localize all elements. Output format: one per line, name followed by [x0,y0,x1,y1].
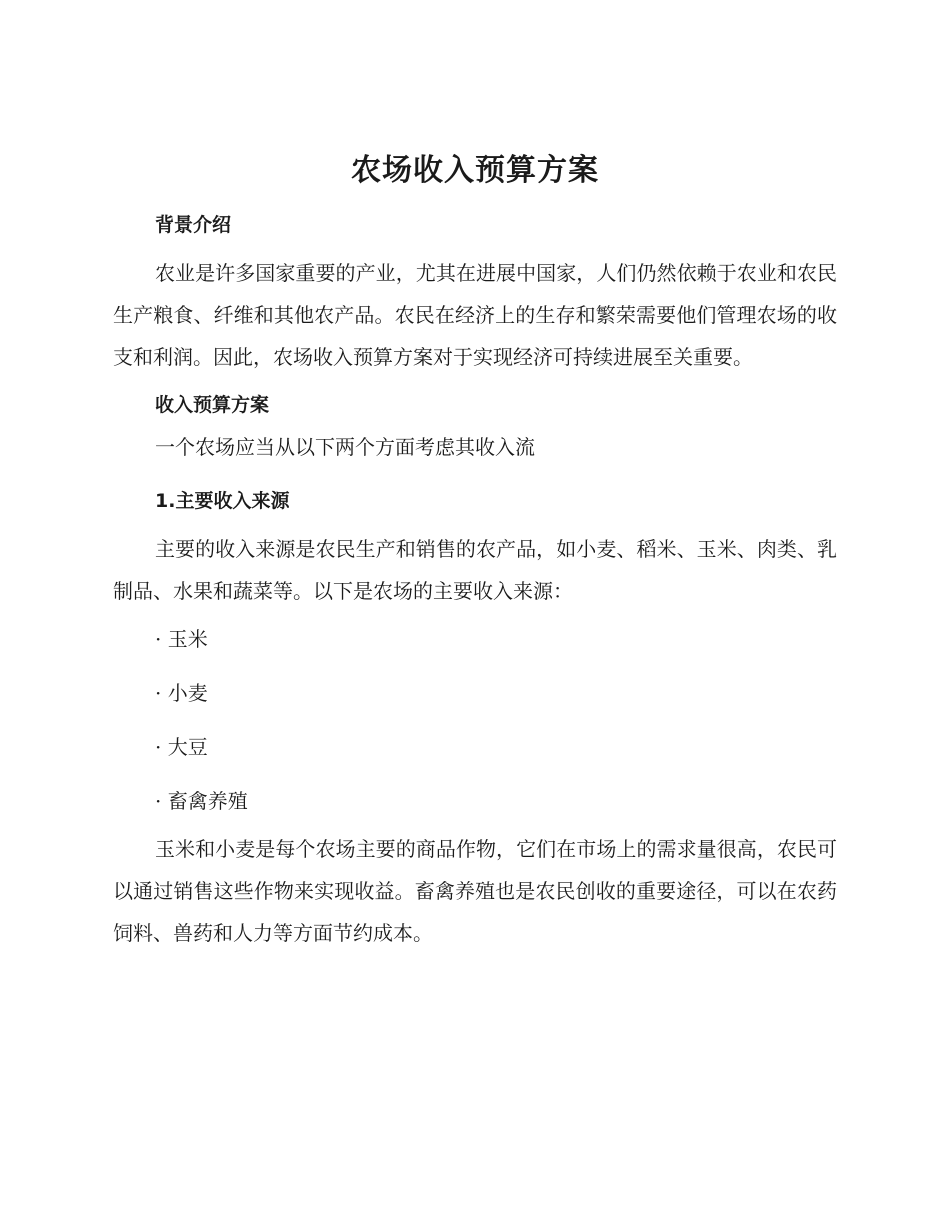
spacer [113,612,837,624]
spacer [113,762,837,786]
section-heading-main-source: 1.主要收入来源 [155,490,290,512]
main-source-paragraph: 主要的收入来源是农民生产和销售的农产品，如小麦、稻米、玉米、肉类、乳制品、水果和蔬菜等。以下是农场的主要收入来源： [113,537,837,603]
spacer [113,240,837,252]
closing-paragraph: 玉米和小麦是每个农场主要的商品作物，它们在市场上的需求量很高，农民可以通过销售这些作物来实现收益。畜禽养殖也是农民创收的重要途径，可以在农药饲料、兽药和人力等方面节约成本。 [113,837,837,945]
spacer [113,420,837,432]
list-item: · 玉米 [155,627,208,651]
section-heading-budget: 收入预算方案 [155,394,270,416]
budget-intro: 一个农场应当从以下两个方面考虑其收入流 [155,435,535,459]
spacer [113,816,837,828]
list-item: · 小麦 [155,681,208,705]
page-title: 农场收入预算方案 [351,153,599,188]
spacer [113,654,837,678]
background-paragraph: 农业是许多国家重要的产业，尤其在进展中国家，人们仍然依赖于农业和农民生产粮食、纤维和其他农产品。农民在经济上的生存和繁荣需要他们管理农场的收支和利润。因此，农场收入预算方案对于实现经济可持续进展至关重要。 [113,261,837,369]
section-heading-background: 背景介绍 [155,214,232,236]
spacer [113,462,837,486]
list-item: · 大豆 [155,735,208,759]
spacer [113,708,837,732]
spacer [113,378,837,390]
spacer [113,516,837,528]
list-item: · 畜禽养殖 [155,789,248,813]
